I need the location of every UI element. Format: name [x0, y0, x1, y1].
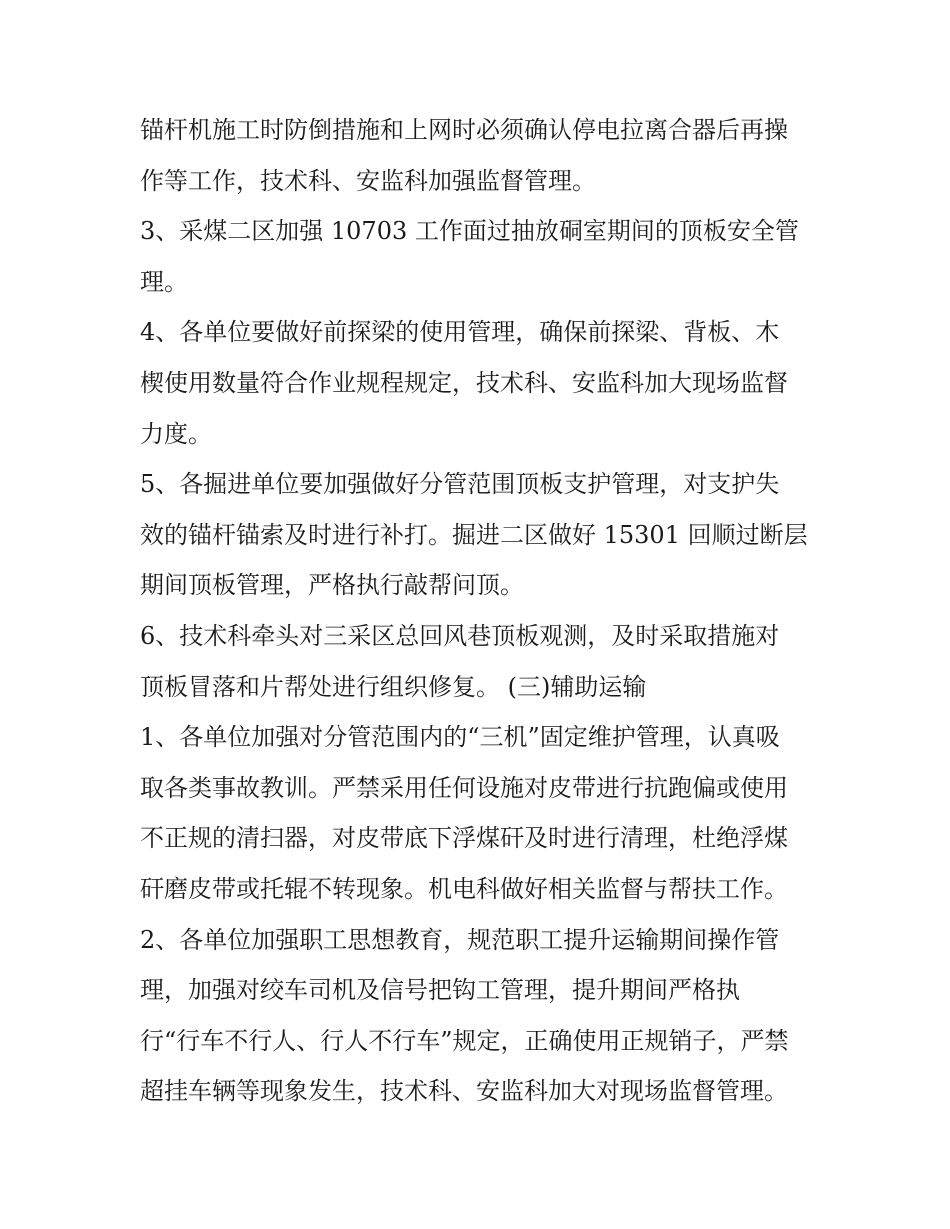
text-line: 超挂车辆等现象发生，技术科、安监科加大对现场监督管理。: [140, 1077, 788, 1106]
text-line: 顶板冒落和片帮处进行组织修复。 (三)辅助运输: [140, 672, 647, 701]
text-line: 6、技术科牵头对三采区总回风巷顶板观测，及时采取措施对: [140, 621, 780, 650]
text-line: 锚杆机施工时防倒措施和上网时必须确认停电拉离合器后再操: [140, 116, 788, 144]
text-line: 效的锚杆锚索及时进行补打。掘进二区做好 15301 回顺过断层: [140, 520, 808, 549]
document-body: [140, 105, 820, 1117]
text-line: 不正规的清扫器，对皮带底下浮煤矸及时进行清理，杜绝浮煤: [140, 824, 788, 853]
text-line: 1、各单位加强对分管范围内的“三机”固定维护管理，认真吸: [140, 723, 780, 752]
text-line: 理，加强对绞车司机及信号把钩工管理，提升期间严格执: [140, 976, 740, 1005]
text-line: 3、采煤二区加强 10703 工作面过抽放硐室期间的顶板安全管: [140, 217, 799, 246]
text-line: 5、各掘进单位要加强做好分管范围顶板支护管理，对支护失: [140, 470, 780, 499]
text-line: 期间顶板管理，严格执行敲帮问顶。: [140, 571, 524, 600]
text-line: 矸磨皮带或托辊不转现象。机电科做好相关监督与帮扶工作。: [140, 874, 788, 903]
text-line: 力度。: [140, 419, 212, 448]
text-line: 理。: [140, 267, 188, 296]
text-line: 作等工作，技术科、安监科加强监督管理。: [140, 166, 596, 195]
text-line: 4、各单位要做好前探梁的使用管理，确保前探梁、背板、木: [140, 318, 780, 347]
text-line: 楔使用数量符合作业规程规定，技术科、安监科加大现场监督: [140, 368, 788, 397]
text-line: 2、各单位加强职工思想教育，规范职工提升运输期间操作管: [140, 925, 780, 954]
text-line: 取各类事故教训。严禁采用任何设施对皮带进行抗跑偏或使用: [140, 773, 788, 802]
text-line: 行“行车不行人、行人不行车”规定，正确使用正规销子，严禁: [140, 1026, 789, 1055]
